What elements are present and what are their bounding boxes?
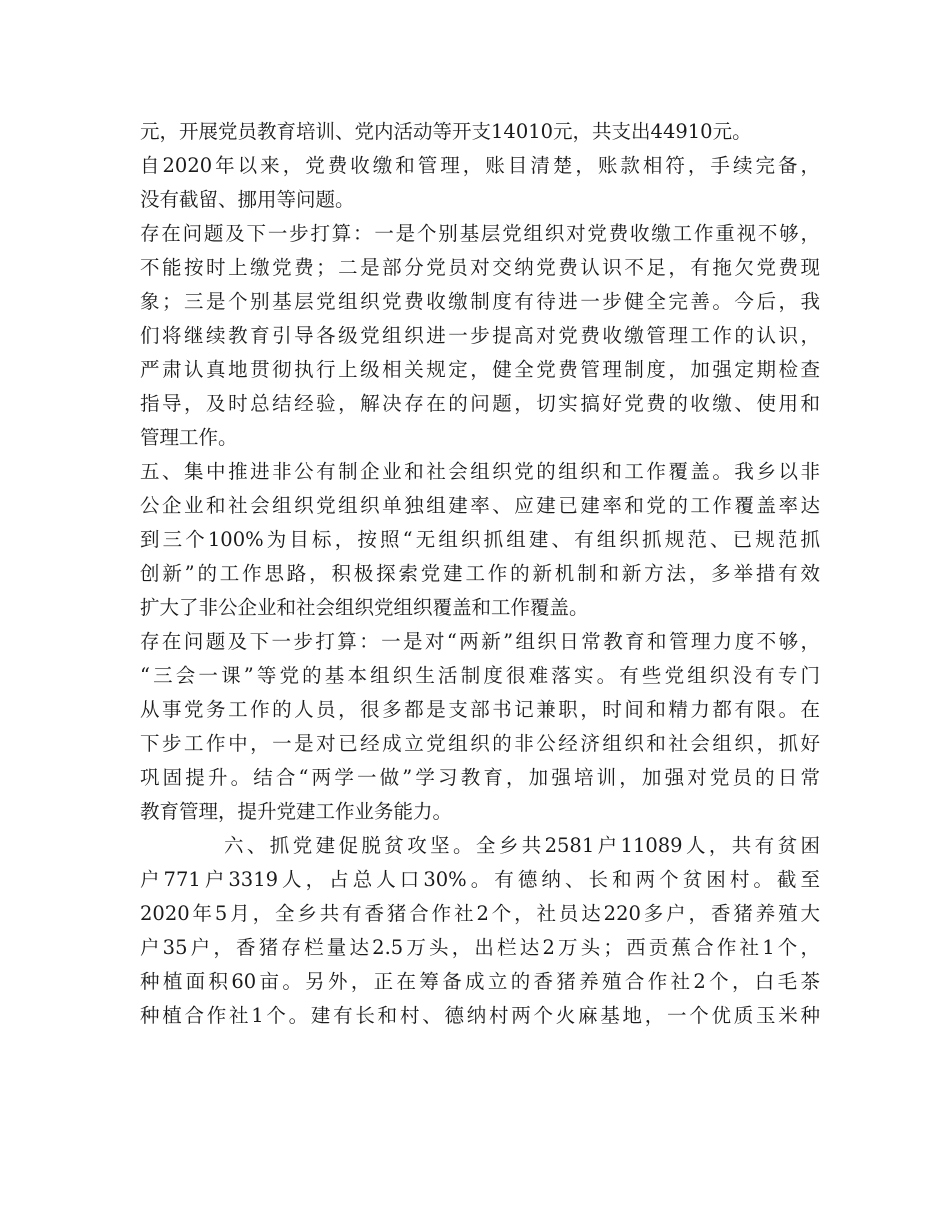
text-line: 种植合作社1个。建有长和村、德纳村两个火麻基地，一个优质玉米种 [140,1004,820,1027]
text-line: 象；三是个别基层党组织党费收缴制度有待进一步健全完善。今后，我 [140,290,820,313]
text-line: 下步工作中，一是对已经成立党组织的非公经济组织和社会组织，抓好 [140,732,820,755]
text-line: 教育管理，提升党建工作业务能力。 [140,800,453,823]
text-line: 扩大了非公企业和社会组织党组织覆盖和工作覆盖。 [140,596,589,619]
text-line: 没有截留、挪用等问题。 [140,188,355,211]
text-line: 从事党务工作的人员，很多都是支部书记兼职，时间和精力都有限。在 [140,698,820,721]
text-line: 户35户，香猪存栏量达2.5万头，出栏达2万头；西贡蕉合作社1个， [140,936,820,959]
text-line: 巩固提升。结合“两学一做”学习教育，加强培训，加强对党员的日常 [140,766,820,789]
text-line: 自2020年以来，党费收缴和管理，账目清楚，账款相符，手续完备， [140,154,820,177]
text-line: 们将继续教育引导各级党组织进一步提高对党费收缴管理工作的认识， [140,324,820,347]
text-line: 六、抓党建促脱贫攻坚。全乡共2581户11089人，共有贫困 [224,834,820,857]
body-text [140,115,820,1033]
text-line: 户771户3319人，占总人口30%。有德纳、长和两个贫困村。截至 [140,868,820,891]
text-line: 公企业和社会组织党组织单独组建率、应建已建率和党的工作覆盖率达 [140,494,820,517]
text-line: 指导，及时总结经验，解决存在的问题，切实搞好党费的收缴、使用和 [140,392,820,415]
text-line: 存在问题及下一步打算：一是对“两新”组织日常教育和管理力度不够， [140,630,820,653]
text-line: 种植面积60亩。另外，正在筹备成立的香猪养殖合作社2个，白毛茶 [140,970,820,993]
text-line: 创新”的工作思路，积极探索党建工作的新机制和新方法，多举措有效 [140,562,820,585]
text-line: 严肃认真地贯彻执行上级相关规定，健全党费管理制度，加强定期检查 [140,358,820,381]
text-line: 到三个100%为目标，按照“无组织抓组建、有组织抓规范、已规范抓 [140,528,820,551]
text-line: 2020年5月，全乡共有香猪合作社2个，社员达220多户，香猪养殖大 [140,902,820,925]
text-line: 不能按时上缴党费；二是部分党员对交纳党费认识不足，有拖欠党费现 [140,256,820,279]
text-line: “三会一课”等党的基本组织生活制度很难落实。有些党组织没有专门 [140,664,820,687]
text-line: 存在问题及下一步打算：一是个别基层党组织对党费收缴工作重视不够， [140,222,820,245]
text-line: 管理工作。 [140,426,238,449]
text-line: 五、集中推进非公有制企业和社会组织党的组织和工作覆盖。我乡以非 [140,460,820,483]
text-line: 元，开展党员教育培训、党内活动等开支14010元，共支出44910元。 [140,120,752,143]
